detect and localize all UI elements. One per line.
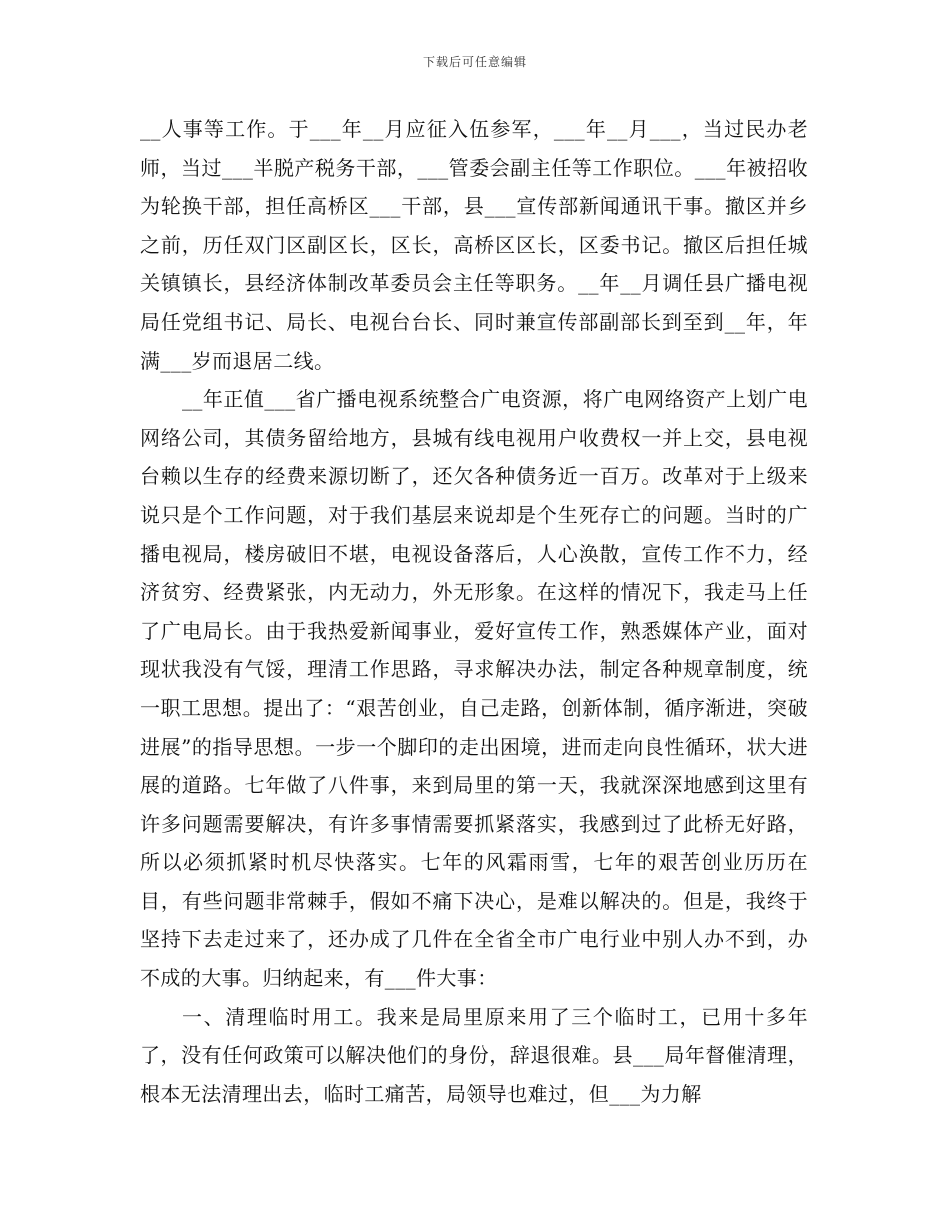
paragraph-1: __人事等工作。于___年__月应征入伍参军，___年__月___，当过民办老师，当过___半脱产税务干部，___管委会副主任等工作职位。___年被招收为轮换干部，担任高桥区___干部，县___宣传部新闻通讯干事。撤区并乡之前，历任双门区副区长，区长，高桥区区长，区委书记。撤区后担任城关镇镇长，县经济体制改革委员会主任等职务。__年__月调任县广播电视局任党组书记、局长、电视台台长、同时兼宣传部副部长到至到__年，年满___岁而退居二线。 xyxy=(140,117,808,373)
page-header: 下载后可任意编辑 xyxy=(422,55,527,69)
paragraph-2: __年正值___省广播电视系统整合广电资源，将广电网络资产上划广电网络公司，其债务留给地方，县城有线电视用户收费权一并上交，县电视台赖以生存的经费来源切断了，还欠各种债务近一百万。改革对于上级来说只是个工作问题，对于我们基层来说却是个生死存亡的问题。当时的广播电视局，楼房破旧不堪，电视设备落后，人心涣散，宣传工作不力，经济贫穷、经费紧张，内无动力，外无形象。在这样的情况下，我走马上任了广电局长。由于我热爱新闻事业，爱好宣传工作，熟悉媒体产业，面对现状我没有气馁，理清工作思路，寻求解决办法，制定各种规章制度，统一职工思想。提出了：“艰苦创业，自己走路，创新体制，循序渐进，突破进展”的指导思想。一步一个脚印的走出困境，进而走向良性循环，状大进展的道路。七年做了八件事，来到局里的第一天，我就深深地感到这里有许多问题需要解决，有许多事情需要抓紧落实，我感到过了此桥无好路，所以必须抓紧时机尽快落实。七年的风霜雨雪，七年的艰苦创业历历在目，有些问题非常棘手，假如不痛下决心，是难以解决的。但是，我终于坚持下去走过来了，还办成了几件在全省全市广电行业中别人办不到，办不成的大事。归纳起来，有___件大事： xyxy=(140,387,808,991)
paragraph-3: 一、清理临时用工。我来是局里原来用了三个临时工，已用十多年了，没有任何政策可以解决他们的身份，辞退很难。县___局年督催清理，根本无法清理出去，临时工痛苦，局领导也难过，但___为力解 xyxy=(140,1004,808,1106)
document-body xyxy=(140,110,808,1113)
